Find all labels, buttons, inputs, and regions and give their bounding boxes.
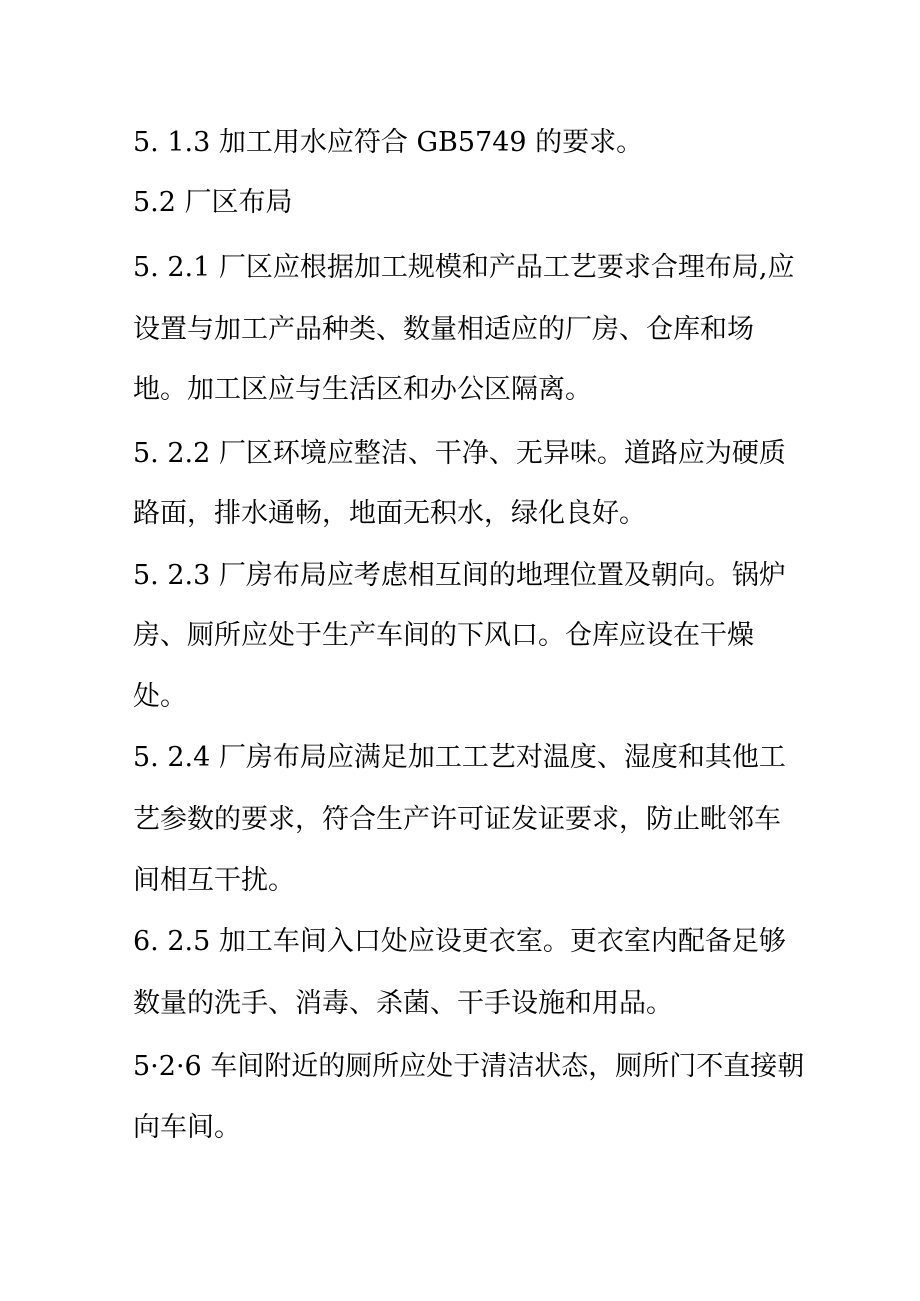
clause-5-2-2-line-1: 5. 2.2 厂区环境应整洁、干净、无异味。道路应为硬质 [133, 438, 786, 469]
clause-5-2-3-line-2: 房、厕所应处于生产车间的下风口。仓库应设在干燥 [133, 620, 754, 651]
clause-6-2-5-line-1: 6. 2.5 加工车间入口处应设更衣室。更衣室内配备足够 [133, 926, 786, 957]
clause-5-2-2-line-2: 路面，排水通畅，地面无积水，绿化良好。 [133, 498, 646, 529]
clause-6-2-5-line-2: 数量的洗手、消毒、杀菌、干手设施和用品。 [133, 988, 673, 1019]
clause-5-2-3-line-3: 处。 [133, 681, 187, 712]
clause-5-2-4-line-2: 艺参数的要求，符合生产许可证发证要求，防止毗邻车 [133, 804, 781, 835]
clause-5-2-6-line-2: 向车间。 [133, 1112, 241, 1143]
clause-5-2-3-line-1: 5. 2.3 厂房布局应考虑相互间的地理位置及朝向。锅炉 [133, 560, 786, 591]
section-heading-5-2: 5.2 厂区布局 [133, 187, 293, 218]
clause-5-2-1-line-3: 地。加工区应与生活区和办公区隔离。 [133, 374, 592, 405]
clause-5-2-6-line-1: 5·2·6 车间附近的厕所应处于清洁状态，厕所门不直接朝 [133, 1051, 805, 1082]
clause-5-2-4-line-3: 间相互干扰。 [133, 865, 295, 896]
clause-5-2-1-line-1: 5. 2.1 厂区应根据加工规模和产品工艺要求合理布局,应 [133, 252, 795, 283]
clause-5-1-3-line: 5. 1.3 加工用水应符合 GB5749 的要求。 [133, 127, 644, 158]
clause-5-2-1-line-2: 设置与加工产品种类、数量相适应的厂房、仓库和场 [133, 314, 754, 345]
clause-5-2-4-line-1: 5. 2.4 厂房布局应满足加工工艺对温度、湿度和其他工 [133, 742, 786, 773]
